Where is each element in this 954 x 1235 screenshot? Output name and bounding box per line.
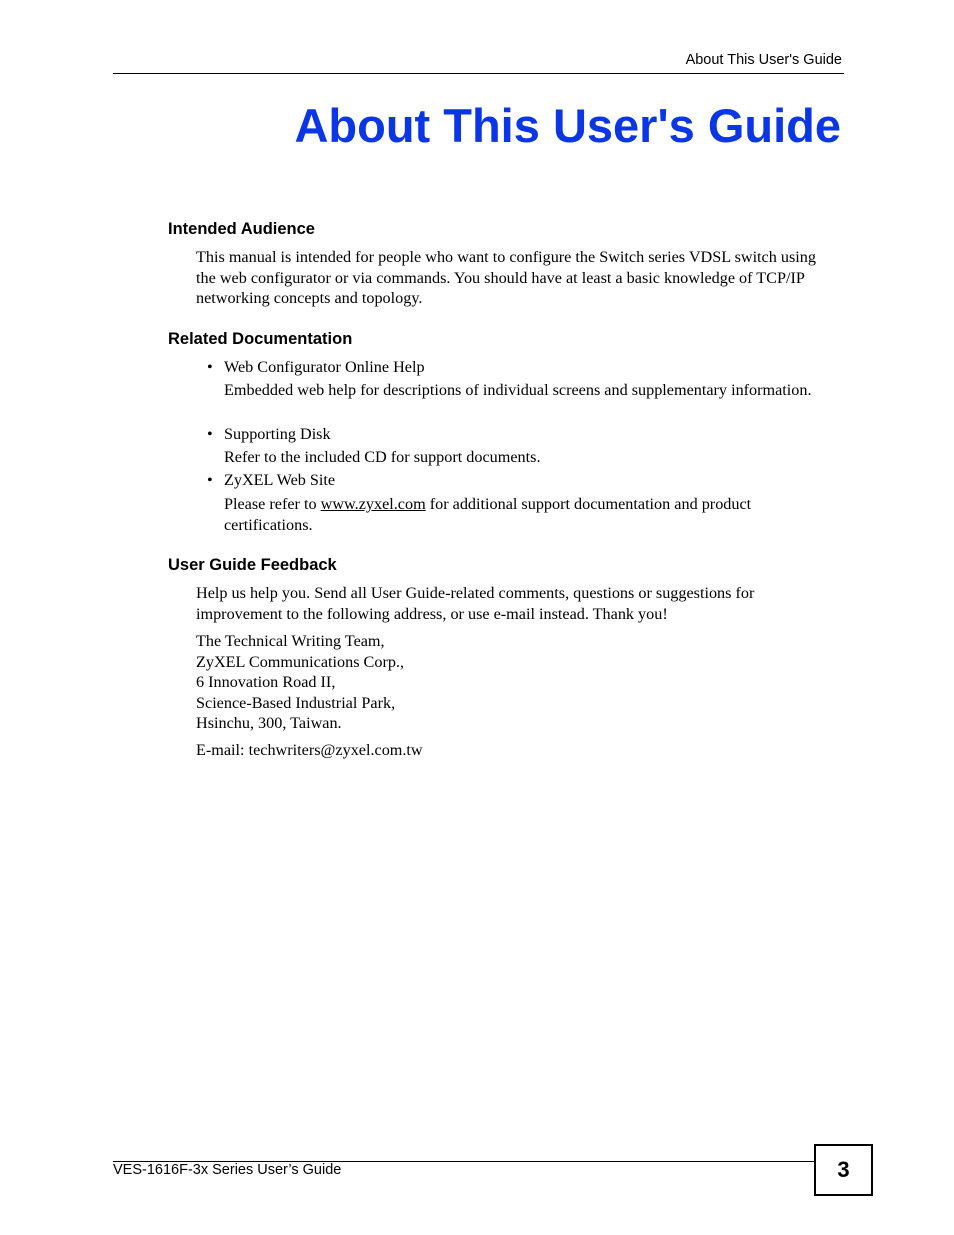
bullet-icon: • bbox=[207, 425, 213, 443]
feedback-text: Help us help you. Send all User Guide-related comments, questions or suggestions for improvement to the following address, or use e-mail instead. Thank you! bbox=[196, 584, 755, 623]
feedback-address bbox=[196, 631, 836, 734]
feedback-body bbox=[196, 583, 836, 624]
list-item bbox=[207, 357, 827, 378]
address-line: Hsinchu, 300, Taiwan. bbox=[196, 714, 342, 732]
list-item-label: Web Configurator Online Help bbox=[224, 358, 425, 376]
list-item-description: Refer to the included CD for support documents. bbox=[224, 448, 541, 466]
address-line: Science-Based Industrial Park, bbox=[196, 693, 396, 712]
related-documentation-heading: Related Documentation bbox=[168, 330, 353, 348]
header-rule bbox=[113, 73, 844, 74]
running-header: About This User's Guide bbox=[685, 52, 842, 68]
address-line: The Technical Writing Team, bbox=[196, 632, 385, 650]
zyxel-website-link[interactable]: www.zyxel.com bbox=[320, 495, 426, 513]
address-line: 6 Innovation Road II, bbox=[196, 673, 336, 691]
feedback-heading: User Guide Feedback bbox=[168, 556, 337, 574]
list-item-label: Supporting Disk bbox=[224, 425, 331, 443]
list-item bbox=[207, 424, 827, 445]
page-title: About This User's Guide bbox=[294, 99, 841, 152]
bullet-icon: • bbox=[207, 358, 213, 376]
intended-audience-body bbox=[196, 247, 836, 309]
bullet-icon: • bbox=[207, 471, 213, 489]
footer-guide-name: VES-1616F-3x Series User’s Guide bbox=[113, 1162, 342, 1178]
intended-audience-text: This manual is intended for people who want to configure the Switch series VDSL switch using the web configurator or via commands. You should have at least a basic knowledge of TCP/IP networking concepts and topology. bbox=[196, 248, 816, 307]
intended-audience-heading: Intended Audience bbox=[168, 220, 315, 238]
list-item-description: Please refer to www.zyxel.com for additional support documentation and product certifications. bbox=[224, 495, 752, 534]
list-item bbox=[207, 470, 827, 491]
list-item-label: ZyXEL Web Site bbox=[224, 471, 336, 489]
address-line: ZyXEL Communications Corp., bbox=[196, 652, 405, 671]
list-item-description: Embedded web help for descriptions of individual screens and supplementary information. bbox=[224, 381, 812, 399]
page-number: 3 bbox=[814, 1144, 873, 1196]
feedback-email: E-mail: techwriters@zyxel.com.tw bbox=[196, 741, 423, 759]
